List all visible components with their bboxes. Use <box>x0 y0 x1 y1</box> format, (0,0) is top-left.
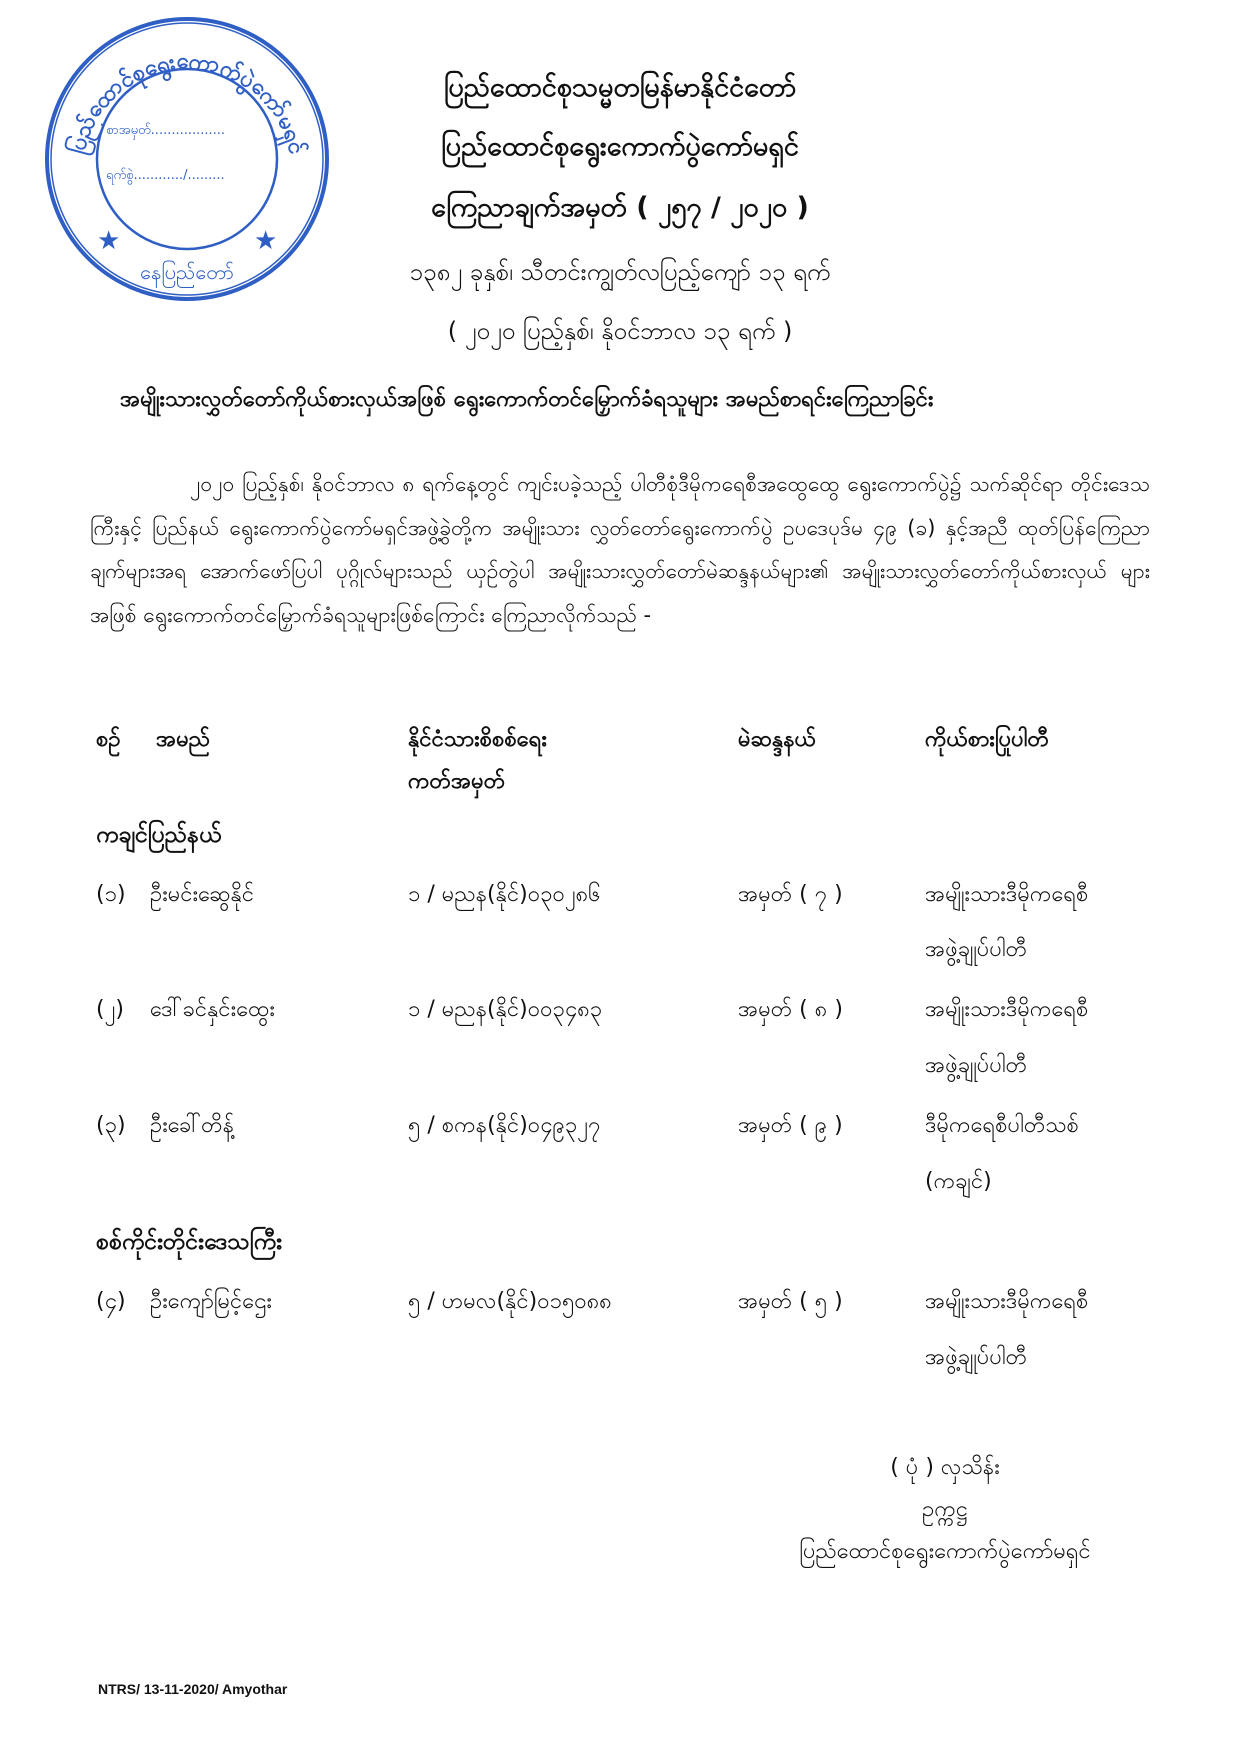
seal-ref-line: စာအမှတ်.................. <box>106 123 226 138</box>
row-name: ဦးခေါ်တိန့် <box>150 1113 234 1138</box>
row-no: (၄) <box>96 1289 126 1314</box>
row-party: အမျိုးသားဒီမိုကရေစီ <box>925 997 1089 1022</box>
footer-reference: NTRS/ 13-11-2020/ Amyothar <box>98 1681 288 1697</box>
row-constituency: အမှတ် ( ၈ ) <box>738 997 843 1022</box>
signature-name: ( ပုံ ) လှသိန်း <box>890 1455 1000 1480</box>
body-paragraph: ၂၀၂၀ ပြည့်နှစ်၊ နိုဝင်ဘာလ ၈ ရက်နေ့တွင် ကျင်းပခဲ့သည့် ပါတီစုံဒီမိုကရေစီအထွေထွေ ရွေးကောက်ပွဲ၌ သက်ဆိုင်ရာ တိုင်းဒေသကြီးနှင့် ပြည်နယ် ရွေးကောက်ပွဲကော်မရှင်အဖွဲ့ခွဲတို့က အမျိုးသား လွှတ်တော်ရွေးကောက်ပွဲ ဥပဒေပုဒ်မ ၄၉ (ခ) နှင့်အညီ ထုတ်ပြန်ကြေညာချက်များအရ အောက်ဖော်ပြပါ ပုဂ္ဂိုလ်များသည် ယှဉ်တွဲပါ အမျိုးသားလွှတ်တော်မဲဆန္ဒနယ်များ၏ အမျိုးသားလွှတ်တော်ကိုယ်စားလှယ် များအဖြစ် ရွေးကောက်တင်မြှောက်ခံရသူများဖြစ်ကြောင်း ကြေညာလိုက်သည် - <box>90 472 1150 627</box>
row-party: ဒီမိုကရေစီပါတီသစ် <box>925 1113 1079 1138</box>
col-header-nrc: နိုင်ငံသားစိစစ်ရေး <box>408 727 547 752</box>
row-constituency: အမှတ် ( ၅ ) <box>738 1289 843 1314</box>
seal-ring-text: ပြည်ထောင်စုရွေးကောက်ပွဲကော်မရှင် <box>65 48 309 157</box>
row-party-2: အဖွဲ့ချုပ်ပါတီ <box>925 1345 1028 1370</box>
row-nrc: ၅ / ဟမလ(နိုင်)၀၁၅၀၈၈ <box>408 1289 612 1314</box>
header-announcement-no: ကြေညာချက်အမှတ် ( ၂၅၇ / ၂၀၂၀ ) <box>431 192 809 223</box>
col-header-party: ကိုယ်စားပြုပါတီ <box>925 727 1049 752</box>
col-header-constituency: မဲဆန္ဒနယ် <box>738 727 816 752</box>
subject-title: အမျိုးသားလွှတ်တော်ကိုယ်စားလှယ်အဖြစ် ရွေးကောက်တင်မြှောက်ခံရသူများ အမည်စာရင်းကြေညာခြင်း <box>120 387 934 412</box>
seal-date-line: ရက်စွဲ............/......... <box>106 168 225 183</box>
row-nrc: ၁ / မညန(နိုင်)၀၃၀၂၈၆ <box>408 882 601 907</box>
signature-organization: ပြည်ထောင်စုရွေးကောက်ပွဲကော်မရှင် <box>799 1539 1091 1564</box>
col-header-name: အမည် <box>156 727 211 752</box>
col-header-no: စဉ် <box>96 727 121 752</box>
row-nrc: ၁ / မညန(နိုင်)၀၀၃၄၈၃ <box>408 997 603 1022</box>
header-gregorian-date: ( ၂၀၂၀ ပြည့်နှစ်၊ နိုဝင်ဘာလ ၁၃ ရက် ) <box>447 317 793 345</box>
row-name: ဒေါ်ခင်နှင်းထွေး <box>150 997 276 1022</box>
header-commission: ပြည်ထောင်စုရွေးကောက်ပွဲကော်မရှင် <box>441 131 799 162</box>
row-party: အမျိုးသားဒီမိုကရေစီ <box>925 882 1089 907</box>
row-party-2: (ကချင်) <box>925 1169 992 1194</box>
col-header-nrc-2: ကတ်အမှတ် <box>408 769 506 794</box>
row-no: (၁) <box>96 882 126 907</box>
region-heading: စစ်ကိုင်းတိုင်းဒေသကြီး <box>96 1229 282 1255</box>
row-nrc: ၅ / စကန(နိုင်)၀၄၉၃၂၇ <box>408 1113 601 1138</box>
header-country: ပြည်ထောင်စုသမ္မတမြန်မာနိုင်ငံတော် <box>443 72 797 103</box>
signature-title: ဥက္ကဋ္ဌ <box>922 1497 968 1522</box>
header-myanmar-date: ၁၃၈၂ ခုနှစ်၊ သီတင်းကျွတ်လပြည့်ကျော် ၁၃ ရက် <box>409 258 831 286</box>
row-name: ဦးကျော်မြင့်ဌေး <box>150 1289 272 1314</box>
row-no: (၃) <box>96 1113 126 1138</box>
row-constituency: အမှတ် ( ၇ ) <box>738 882 843 907</box>
commission-seal <box>42 14 332 304</box>
row-no: (၂) <box>96 997 124 1022</box>
row-name: ဦးမင်းဆွေနိုင် <box>150 882 255 907</box>
row-party-2: အဖွဲ့ချုပ်ပါတီ <box>925 1053 1028 1078</box>
region-heading: ကချင်ပြည်နယ် <box>96 822 222 848</box>
seal-bottom-text: နေပြည်တော် <box>140 260 234 284</box>
row-constituency: အမှတ် ( ၉ ) <box>738 1113 843 1138</box>
row-party: အမျိုးသားဒီမိုကရေစီ <box>925 1289 1089 1314</box>
seal-left-star-icon: ★ <box>97 226 121 256</box>
row-party-2: အဖွဲ့ချုပ်ပါတီ <box>925 937 1028 962</box>
seal-right-star-icon: ★ <box>254 226 278 256</box>
